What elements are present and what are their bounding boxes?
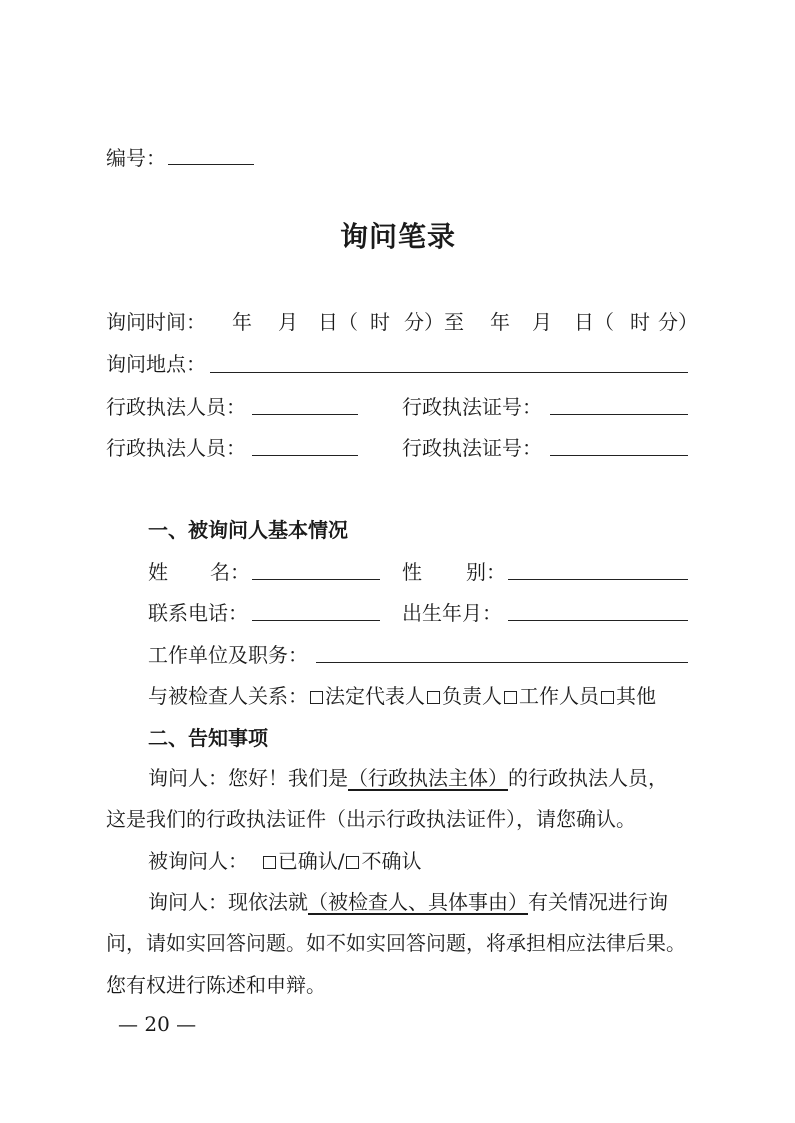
time-label: 询问时间：	[106, 310, 206, 334]
gender-label-b: 别：	[466, 560, 506, 584]
confirmation-row	[148, 849, 421, 873]
relation-row	[148, 684, 656, 708]
work-label: 工作单位及职务：	[148, 643, 308, 667]
officer2-label: 行政执法人员：	[106, 436, 246, 460]
name-label-a: 姓	[148, 560, 168, 584]
checkbox-staff[interactable]	[504, 691, 517, 704]
page-number: — 20 —	[118, 1012, 197, 1036]
notice-p1-text-a: 询问人：您好！我们是	[148, 766, 348, 790]
cert2-blank[interactable]	[550, 455, 688, 456]
relation-label: 与被检查人关系：	[148, 684, 308, 708]
time-part-day1: 日（	[318, 310, 358, 334]
checkbox-confirmed[interactable]	[263, 856, 276, 869]
relation-option-other: 其他	[616, 684, 656, 708]
notice-paragraph1-line2: 这是我们的行政执法证件（出示行政执法证件），请您确认。	[106, 807, 636, 831]
time-part-minute1: 分）至	[404, 310, 464, 334]
work-blank[interactable]	[316, 662, 688, 663]
section2-heading: 二、告知事项	[148, 726, 268, 750]
time-part-month2: 月	[532, 310, 552, 334]
place-blank[interactable]	[210, 372, 688, 373]
time-part-year1: 年	[232, 310, 252, 334]
notice-p3-text-a: 询问人：现依法就	[148, 890, 308, 914]
relation-option-responsible: 负责人	[442, 684, 502, 708]
notice-p3-subject-matter: （被检查人、具体事由）	[308, 890, 528, 914]
name-label-b: 名：	[210, 560, 250, 584]
notice-p3-text-b: 有关情况进行询	[528, 890, 668, 914]
relation-option-legal-rep: 法定代表人	[325, 684, 425, 708]
phone-blank[interactable]	[252, 620, 380, 621]
section1-heading: 一、被询问人基本情况	[148, 518, 348, 542]
phone-label: 联系电话：	[148, 601, 248, 625]
interviewee-label: 被询问人：	[148, 849, 248, 873]
notice-p1-text-b: 的行政执法人员，	[508, 766, 668, 790]
checkbox-legal-rep[interactable]	[310, 691, 323, 704]
page-title: 询问笔录	[340, 220, 457, 253]
time-part-hour1: 时	[370, 310, 390, 334]
cert1-blank[interactable]	[550, 414, 688, 415]
checkbox-not-confirmed[interactable]	[346, 856, 359, 869]
number-label: 编号：	[106, 146, 166, 170]
place-label: 询问地点：	[106, 352, 206, 376]
gender-blank[interactable]	[508, 579, 688, 580]
checkbox-responsible[interactable]	[427, 691, 440, 704]
notice-paragraph3-line1	[148, 890, 668, 914]
time-part-day2: 日（	[574, 310, 614, 334]
number-blank[interactable]	[168, 164, 254, 165]
notice-paragraph3-line2: 问，请如实回答问题。如不如实回答问题，将承担相应法律后果。	[106, 931, 686, 955]
time-part-minute2: 分）	[658, 310, 698, 334]
checkbox-other[interactable]	[601, 691, 614, 704]
notice-paragraph1-line1	[148, 766, 668, 790]
birth-label: 出生年月：	[402, 601, 502, 625]
officer1-blank[interactable]	[252, 414, 358, 415]
gender-label-a: 性	[402, 560, 422, 584]
cert1-label: 行政执法证号：	[402, 395, 542, 419]
time-part-year2: 年	[490, 310, 510, 334]
notice-p1-enforcement-subject: （行政执法主体）	[348, 766, 508, 790]
notice-paragraph3-line3: 您有权进行陈述和申辩。	[106, 973, 326, 997]
option-confirmed: 已确认/	[277, 849, 345, 873]
officer2-blank[interactable]	[252, 455, 358, 456]
birth-blank[interactable]	[508, 620, 688, 621]
officer1-label: 行政执法人员：	[106, 395, 246, 419]
option-not-confirmed: 不确认	[361, 849, 422, 873]
time-part-month1: 月	[278, 310, 298, 334]
relation-option-staff: 工作人员	[519, 684, 599, 708]
name-blank[interactable]	[252, 579, 380, 580]
time-part-hour2: 时	[630, 310, 650, 334]
cert2-label: 行政执法证号：	[402, 436, 542, 460]
